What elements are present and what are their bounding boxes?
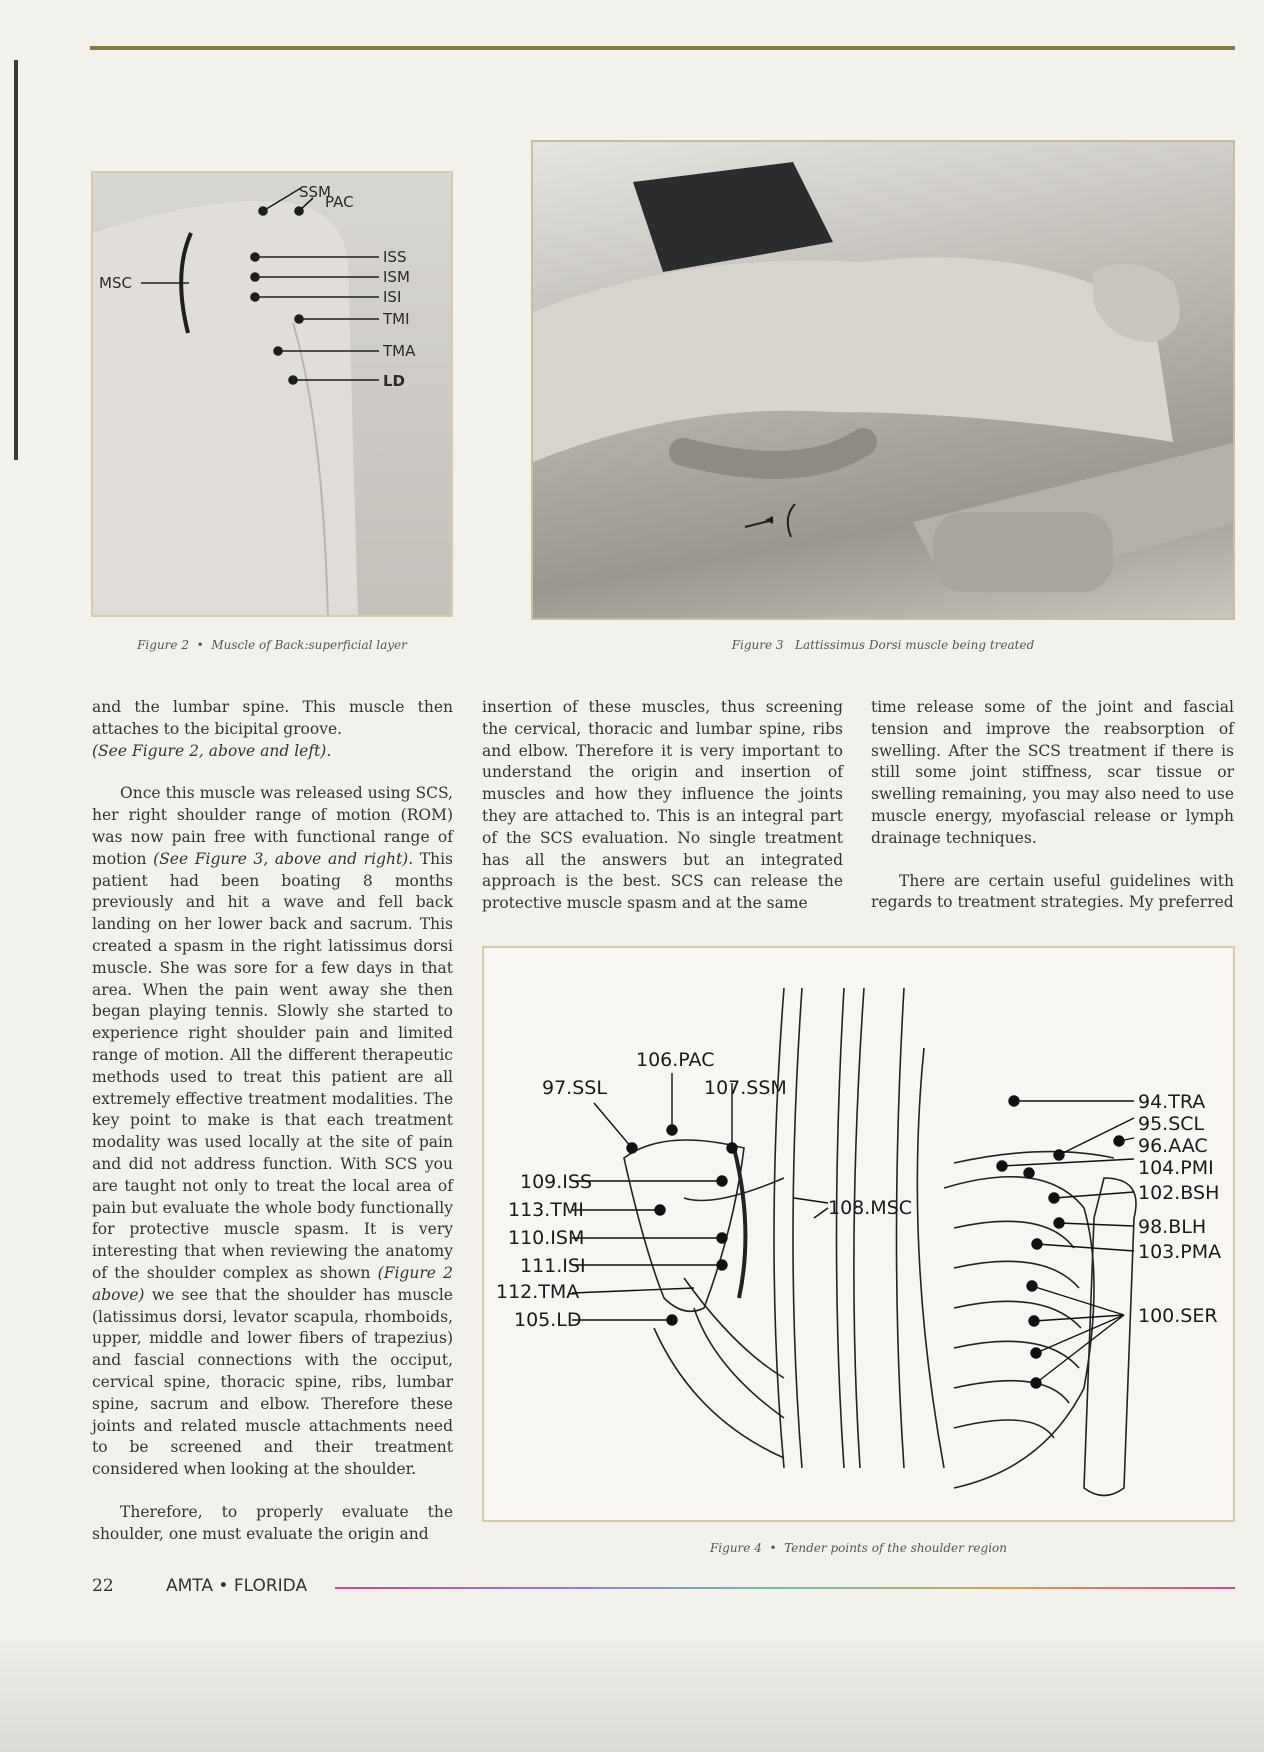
figure-3-photo (531, 140, 1235, 620)
fig4-label-ld: 105.LD (514, 1309, 582, 1331)
page-bottom-shade (0, 1640, 1264, 1752)
fig2-label-iss: ISS (383, 248, 407, 266)
figure-4-illustration (484, 948, 1235, 1522)
fig2-label-tma: TMA (383, 342, 416, 360)
publication-name: AMTA • FLORIDA (166, 1576, 308, 1596)
page-edge-strip (14, 60, 18, 460)
fig4-label-isi: 111.ISI (520, 1255, 586, 1277)
text-column-2 (482, 697, 843, 936)
fig2-label-isi: ISI (383, 288, 402, 306)
figure-4-tender-points (482, 946, 1235, 1522)
figure-2-caption-text: Muscle of Back:superficial layer (211, 638, 407, 652)
fig2-label-ssm: SSM (299, 183, 331, 201)
fig4-label-ser: 100.SER (1138, 1305, 1218, 1327)
fig4-label-tmi: 113.TMI (508, 1199, 584, 1221)
fig4-label-ssm: 107.SSM (704, 1077, 787, 1099)
text-column-3 (871, 697, 1234, 935)
column-1-paragraph-1: and the lumbar spine. This muscle then attaches to the bicipital groove. (See Figure 2, above and left). (92, 698, 453, 760)
fig4-label-msc: 108.MSC (828, 1197, 913, 1219)
figure-3-illustration (533, 142, 1235, 620)
figure-3-caption-number: Figure 3 (731, 638, 784, 652)
fig4-label-pac: 106.PAC (636, 1049, 715, 1071)
figure-4-caption-text: Tender points of the shoulder region (784, 1541, 1007, 1555)
fig2-label-ism: ISM (383, 268, 410, 286)
fig4-label-scl: 95.SCL (1138, 1113, 1205, 1135)
column-2-paragraph-1: insertion of these muscles, thus screening the cervical, thoracic and lumbar spine, ribs and elbow. Therefore it is very important to understand the origin and insertion of muscles and how they influence the joints they are attached to. This is an integral part of the SCS evaluation. No single treatment has all the answers but an integrated approach is the best. SCS can release the protective muscle spasm and at the same (482, 698, 843, 913)
fig4-label-pmi: 104.PMI (1138, 1157, 1214, 1179)
text-column-1 (92, 697, 453, 1566)
fig4-label-tma: 112.TMA (496, 1281, 580, 1303)
figure-3-reference: (See Figure 3, above and right). (153, 849, 414, 868)
fig4-label-blh: 98.BLH (1138, 1216, 1207, 1238)
fig4-label-aac: 96.AAC (1138, 1135, 1208, 1157)
figure-4-caption-separator: • (769, 1541, 777, 1555)
figure-2-caption-number: Figure 2 (137, 638, 189, 652)
column-1-paragraph-2: Once this muscle was released using SCS, her right shoulder range of motion (ROM) was now pain free with functional range of motion (See Figure 3, above and right). This patient had been boating 8 months previously and hit a wave and fell back landing on her lower back and sacrum. This created a spasm in the right latissimus dorsi muscle. She was sore for a few days in that area. When the pain went away she then began playing tennis. Slowly she started to experience right shoulder pain and limited range of motion. All the different therapeutic methods used to treat this patient are all extremely effective treatment modalities. The key point to make is that each treatment modality was used locally at the site of pain and did not address function. With SCS you are taught not only to treat the local area of pain but evaluate the whole body functionally for protective muscle spasm. It is very interesting that when reviewing the anatomy of the shoulder complex as shown (Figure 2 above) we see that the shoulder has muscle (latissimus dorsi, levator scapula, rhomboids, upper, middle and lower fibers of trapezius) and fascial connections with the occiput, cervical spine, thoracic spine, ribs, lumbar spine, sacrum and elbow. Therefore these joints and related muscle attachments need to be screened and their treatment considered when looking at the shoulder. (92, 784, 453, 1479)
figure-2-caption (91, 638, 453, 652)
column-3-paragraph-2: There are certain useful guidelines with regards to treatment strategies. My preferred (871, 871, 1234, 912)
figure-2-reference-2: (Figure 2 above) (92, 1263, 453, 1304)
fig4-label-tra: 94.TRA (1138, 1091, 1206, 1113)
fig4-label-pma: 103.PMA (1138, 1241, 1222, 1263)
figure-2-reference: (See Figure 2, above and left). (92, 741, 332, 760)
figure-4-caption-number: Figure 4 (709, 1541, 762, 1555)
page-number: 22 (92, 1576, 114, 1596)
figure-2-illustration (93, 173, 453, 617)
figure-3-caption (531, 638, 1235, 652)
footer-rule (335, 1587, 1235, 1589)
fig4-label-ism: 110.ISM (508, 1227, 585, 1249)
fig4-label-bsh: 102.BSH (1138, 1182, 1220, 1204)
fig4-label-iss: 109.ISS (520, 1171, 593, 1193)
fig2-label-tmi: TMI (383, 310, 410, 328)
column-3-paragraph-1: time release some of the joint and fascial tension and improve the reabsorption of swelling. After the SCS treatment if there is still some joint stiffness, scar tissue or swelling remaining, you may also need to use muscle energy, myofascial release or lymph drainage techniques. (871, 698, 1234, 847)
figure-2-caption-separator: • (196, 638, 204, 652)
figure-4-caption (482, 1541, 1235, 1555)
column-1-paragraph-3: Therefore, to properly evaluate the shoulder, one must evaluate the origin and (92, 1502, 453, 1543)
top-rule (90, 46, 1235, 50)
figure-3-caption-text: Lattissimus Dorsi muscle being treated (795, 638, 1035, 652)
fig2-label-ld: LD (383, 372, 406, 390)
fig4-label-ssl: 97.SSL (542, 1077, 607, 1099)
fig2-label-msc: MSC (99, 274, 132, 292)
fig2-label-pac: PAC (325, 193, 354, 211)
figure-2-back-muscles (91, 171, 453, 617)
